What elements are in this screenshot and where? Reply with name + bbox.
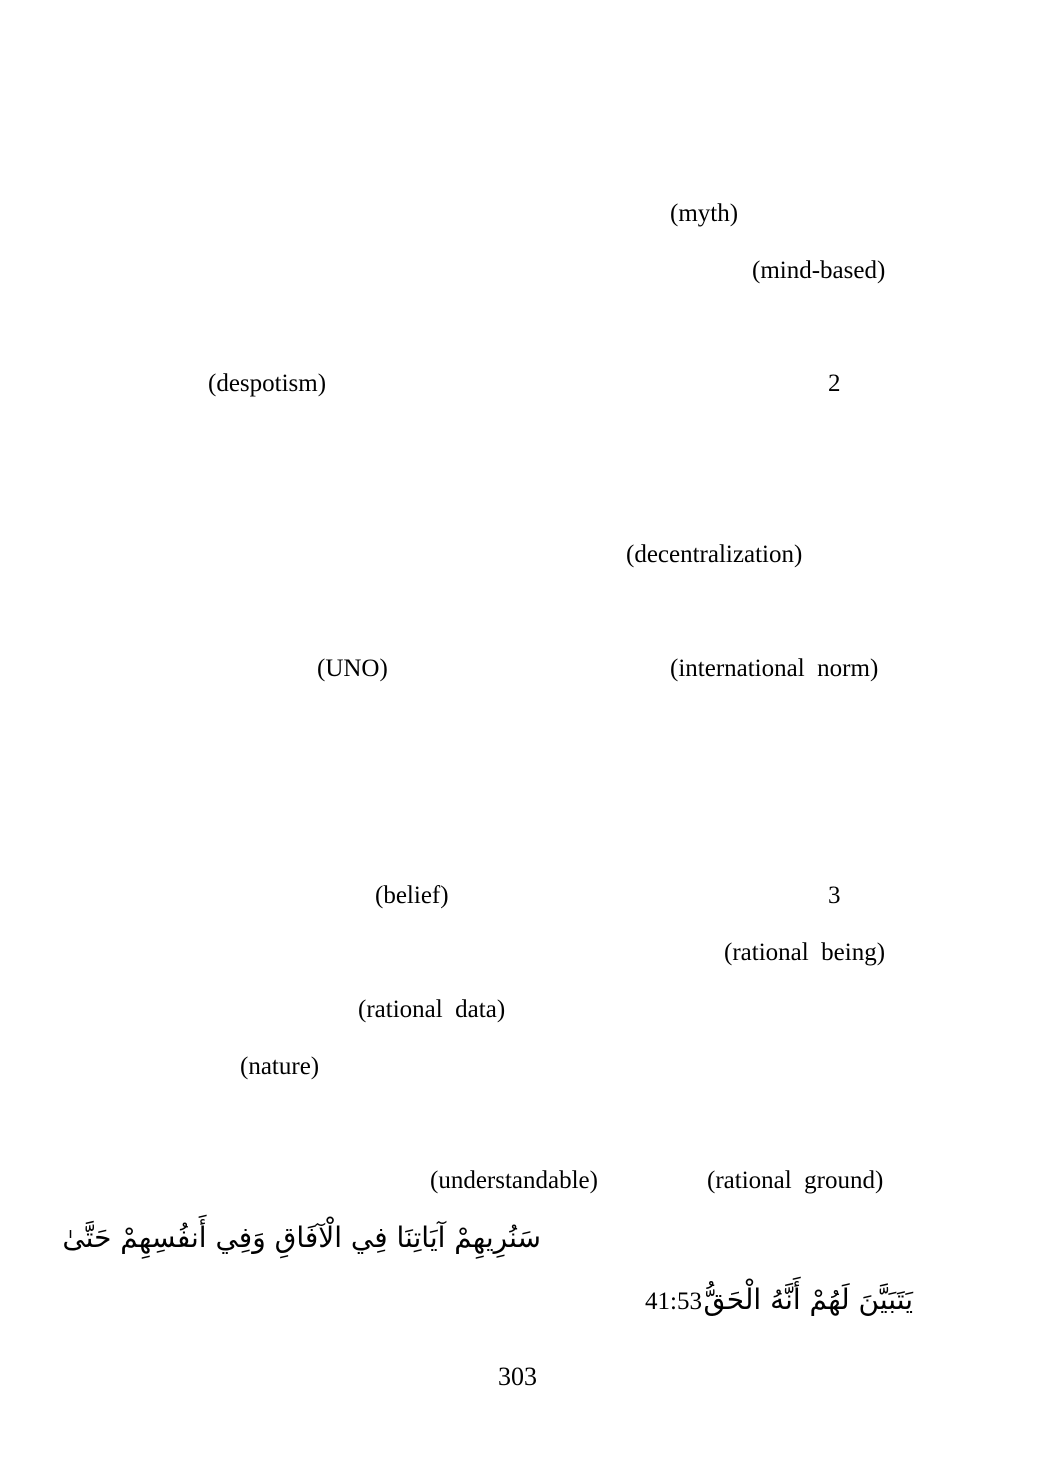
quran-verse-line-1: سَنُرِيهِمْ آيَاتِنَا فِي الْآفَاقِ وَفِي أَنفُسِهِمْ حَتَّىٰ bbox=[62, 1221, 541, 1254]
term-rational-data: (rational data) bbox=[358, 996, 506, 1023]
term-international-norm: (international norm) bbox=[670, 655, 879, 682]
term-myth: (myth) bbox=[670, 200, 739, 227]
term-despotism: (despotism) bbox=[208, 370, 327, 397]
term-decentralization: (decentralization) bbox=[626, 541, 803, 568]
term-rational-ground: (rational ground) bbox=[707, 1167, 884, 1194]
page-number: 303 bbox=[498, 1362, 537, 1391]
quran-verse-line-2: يَتَبَيَّنَ لَهُمْ أَنَّهُ الْحَقُّ bbox=[703, 1283, 913, 1316]
footnote-marker-2: 2 bbox=[828, 370, 841, 397]
term-belief: (belief) bbox=[375, 882, 449, 909]
term-nature: (nature) bbox=[240, 1053, 320, 1080]
footnote-marker-3: 3 bbox=[828, 882, 841, 909]
term-uno: (UNO) bbox=[317, 655, 388, 682]
verse-reference: 41:53 bbox=[645, 1288, 702, 1315]
term-rational-being: (rational being) bbox=[724, 939, 886, 966]
term-understandable: (understandable) bbox=[430, 1167, 598, 1194]
term-mind-based: (mind-based) bbox=[752, 257, 886, 284]
